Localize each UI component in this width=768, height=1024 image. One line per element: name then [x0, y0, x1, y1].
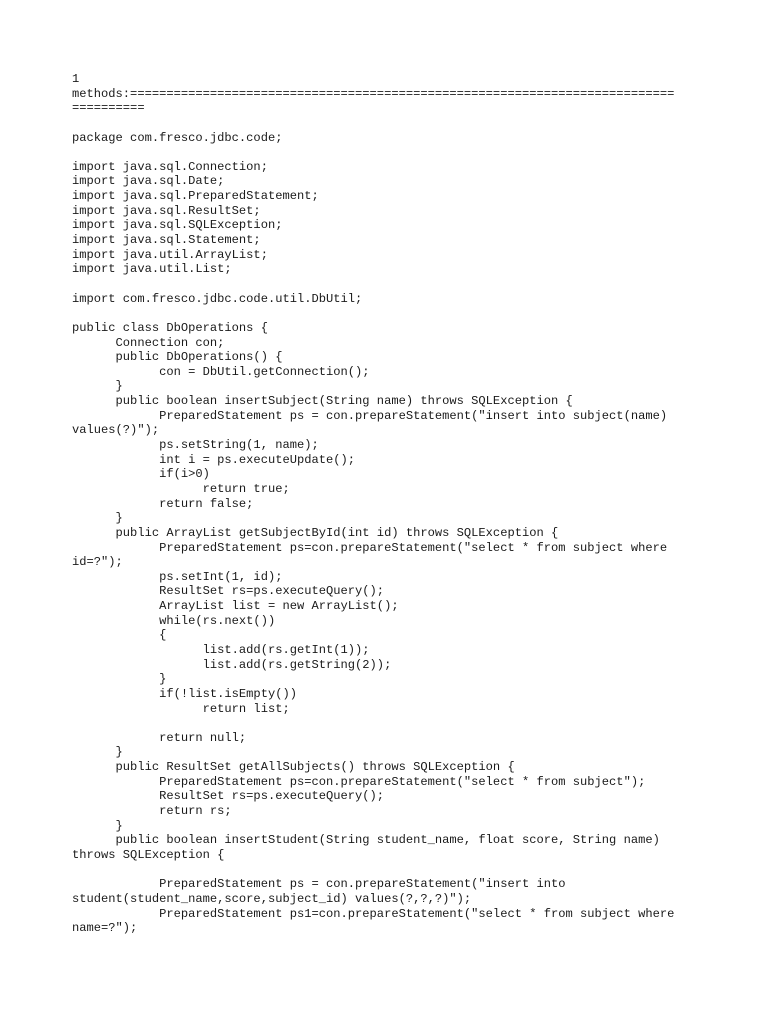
code-line: PreparedStatement ps1=con.prepareStatement("select * from subject where: [72, 906, 675, 921]
code-line: while(rs.next()): [72, 613, 276, 628]
code-line: package com.fresco.jdbc.code;: [72, 130, 283, 145]
code-line: import java.sql.ResultSet;: [72, 203, 261, 218]
code-line: if(!list.isEmpty()): [72, 686, 297, 701]
code-line: }: [72, 379, 123, 394]
code-line: list.add(rs.getInt(1));: [72, 642, 370, 657]
code-line: public boolean insertSubject(String name) throws SQLException {: [72, 394, 573, 409]
code-line: ResultSet rs=ps.executeQuery();: [72, 789, 385, 804]
code-line: 1: [72, 72, 80, 86]
code-line: [72, 716, 732, 731]
code-line: public boolean insertStudent(String student_name, float score, String name): [72, 833, 660, 848]
code-line: return rs;: [72, 804, 232, 819]
code-line: import java.sql.PreparedStatement;: [72, 189, 319, 204]
code-line: [72, 277, 732, 292]
code-line: PreparedStatement ps = con.prepareStatement("insert into: [72, 877, 566, 892]
code-line: ==========: [72, 101, 145, 116]
code-line: public ArrayList getSubjectById(int id) throws SQLException {: [72, 525, 559, 540]
code-line: import java.util.List;: [72, 262, 232, 277]
code-line: con = DbUtil.getConnection();: [72, 364, 370, 379]
code-line: public DbOperations() {: [72, 350, 283, 365]
code-line: id=?");: [72, 555, 123, 570]
code-line: list.add(rs.getString(2));: [72, 657, 392, 672]
code-line: }: [72, 745, 123, 760]
code-line: import java.sql.Date;: [72, 174, 225, 189]
code-line: [72, 116, 732, 131]
code-line: [72, 145, 732, 160]
code-line: PreparedStatement ps=con.prepareStatement("select * from subject");: [72, 774, 646, 789]
code-line: import java.sql.Statement;: [72, 233, 261, 248]
code-line: if(i>0): [72, 467, 210, 482]
code-line: Connection con;: [72, 335, 225, 350]
code-line: }: [72, 511, 123, 526]
code-line: }: [72, 818, 123, 833]
code-line: methods:===========================================================================: [72, 86, 675, 101]
code-line: import java.sql.Connection;: [72, 159, 268, 174]
code-line: int i = ps.executeUpdate();: [72, 452, 356, 467]
code-listing: [72, 72, 732, 936]
code-line: {: [72, 628, 167, 643]
code-line: return true;: [72, 481, 290, 496]
code-line: values(?)");: [72, 423, 160, 438]
code-line: }: [72, 672, 167, 687]
code-line: return false;: [72, 496, 254, 511]
code-line: throws SQLException {: [72, 847, 225, 862]
code-line: import java.sql.SQLException;: [72, 218, 283, 233]
code-line: import java.util.ArrayList;: [72, 247, 268, 262]
code-line: [72, 306, 732, 321]
code-line: ps.setString(1, name);: [72, 438, 319, 453]
code-line: return null;: [72, 730, 247, 745]
code-line: name=?");: [72, 921, 138, 936]
code-line: ps.setInt(1, id);: [72, 569, 283, 584]
code-line: ResultSet rs=ps.executeQuery();: [72, 584, 385, 599]
code-line: PreparedStatement ps=con.prepareStatement("select * from subject where: [72, 540, 668, 555]
code-line: ArrayList list = new ArrayList();: [72, 599, 399, 614]
code-line: import com.fresco.jdbc.code.util.DbUtil;: [72, 291, 363, 306]
code-line: public ResultSet getAllSubjects() throws SQLException {: [72, 760, 515, 775]
code-line: public class DbOperations {: [72, 320, 268, 335]
code-line: PreparedStatement ps = con.prepareStatement("insert into subject(name): [72, 408, 668, 423]
code-line: return list;: [72, 701, 290, 716]
code-line: student(student_name,score,subject_id) values(?,?,?)");: [72, 891, 472, 906]
code-line: [72, 863, 732, 878]
